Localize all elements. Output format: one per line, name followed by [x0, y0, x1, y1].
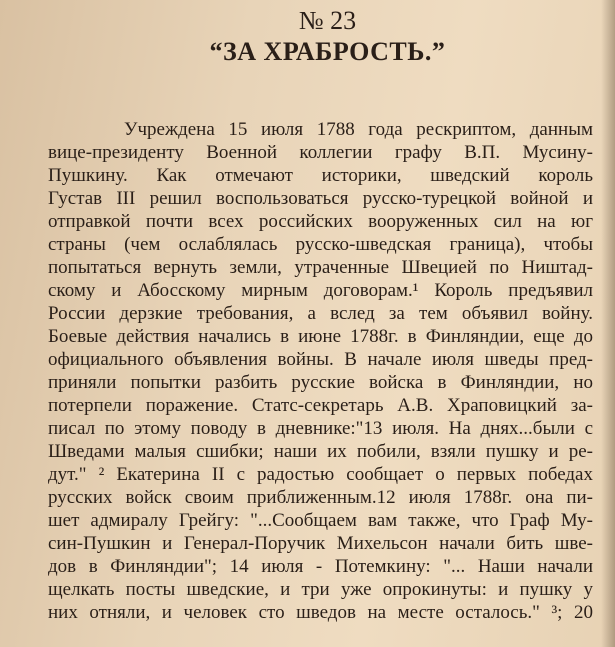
text-line: щелкать посты шведские, и три уже опрокинуты: и пушку у — [48, 579, 593, 600]
text-line: Шведами малыя сшибки; наши их побили, взяли пушку и ре- — [48, 441, 593, 462]
text-line: попытаться вернуть земли, утраченные Швецией по Ништад- — [48, 257, 593, 278]
text-line: Густав III решил воспользоваться русско-турецкой войной и — [48, 188, 593, 209]
text-line: приняли попытки разбить русские войска в Финляндии, но — [48, 372, 593, 393]
text-line: вице-президенту Военной коллегии графу В.П. Мусину- — [48, 142, 593, 163]
text-line: России дерзкие требования, а вслед за тем объявил войну. — [48, 303, 593, 324]
text-line: дут." ² Екатерина II с радостью сообщает о первых победах — [48, 464, 593, 485]
text-line: скому и Абосскому мирным договорам.¹ Король предъявил — [48, 280, 593, 301]
document-header — [0, 6, 615, 68]
text-line: русских войск своим приближенным.12 июля 1788г. она пи- — [48, 487, 593, 508]
text-line: син-Пушкин и Генерал-Поручик Михельсон начали бить шве- — [48, 533, 593, 554]
page-edge-shadow — [601, 0, 615, 647]
text-line: писал по этому поводу в дневнике:"13 июля. На днях...были с — [48, 418, 593, 439]
text-line: отправкой почти всех российских вооруженных сил на юг — [48, 211, 593, 232]
text-line: Пушкину. Как отмечают историки, шведский король — [48, 165, 593, 186]
text-line: них отняли, и человек сто шведов на месте осталось." ³; 20 — [48, 602, 593, 623]
text-line: Боевые действия начались в июне 1788г. в Финляндии, еще до — [48, 326, 593, 347]
text-line: шет адмиралу Грейгу: "...Сообщаем вам также, что Граф Му- — [48, 510, 593, 531]
text-line: дов в Финляндии"; 14 июля - Потемкину: "... Наши начали — [48, 556, 593, 577]
text-line: официального объявления войны. В начале июля шведы пред- — [48, 349, 593, 370]
text-line: Учреждена 15 июля 1788 года рескриптом, данным — [124, 119, 593, 140]
document-number: № 23 — [298, 6, 357, 35]
text-line: потерпели поражение. Статс-секретарь А.В. Храповицкий за- — [48, 395, 593, 416]
document-title: “ЗА ХРАБРОСТЬ.” — [209, 37, 446, 66]
text-line: страны (чем ослаблялась русско-шведская граница), чтобы — [48, 234, 593, 255]
document-body — [48, 118, 593, 624]
